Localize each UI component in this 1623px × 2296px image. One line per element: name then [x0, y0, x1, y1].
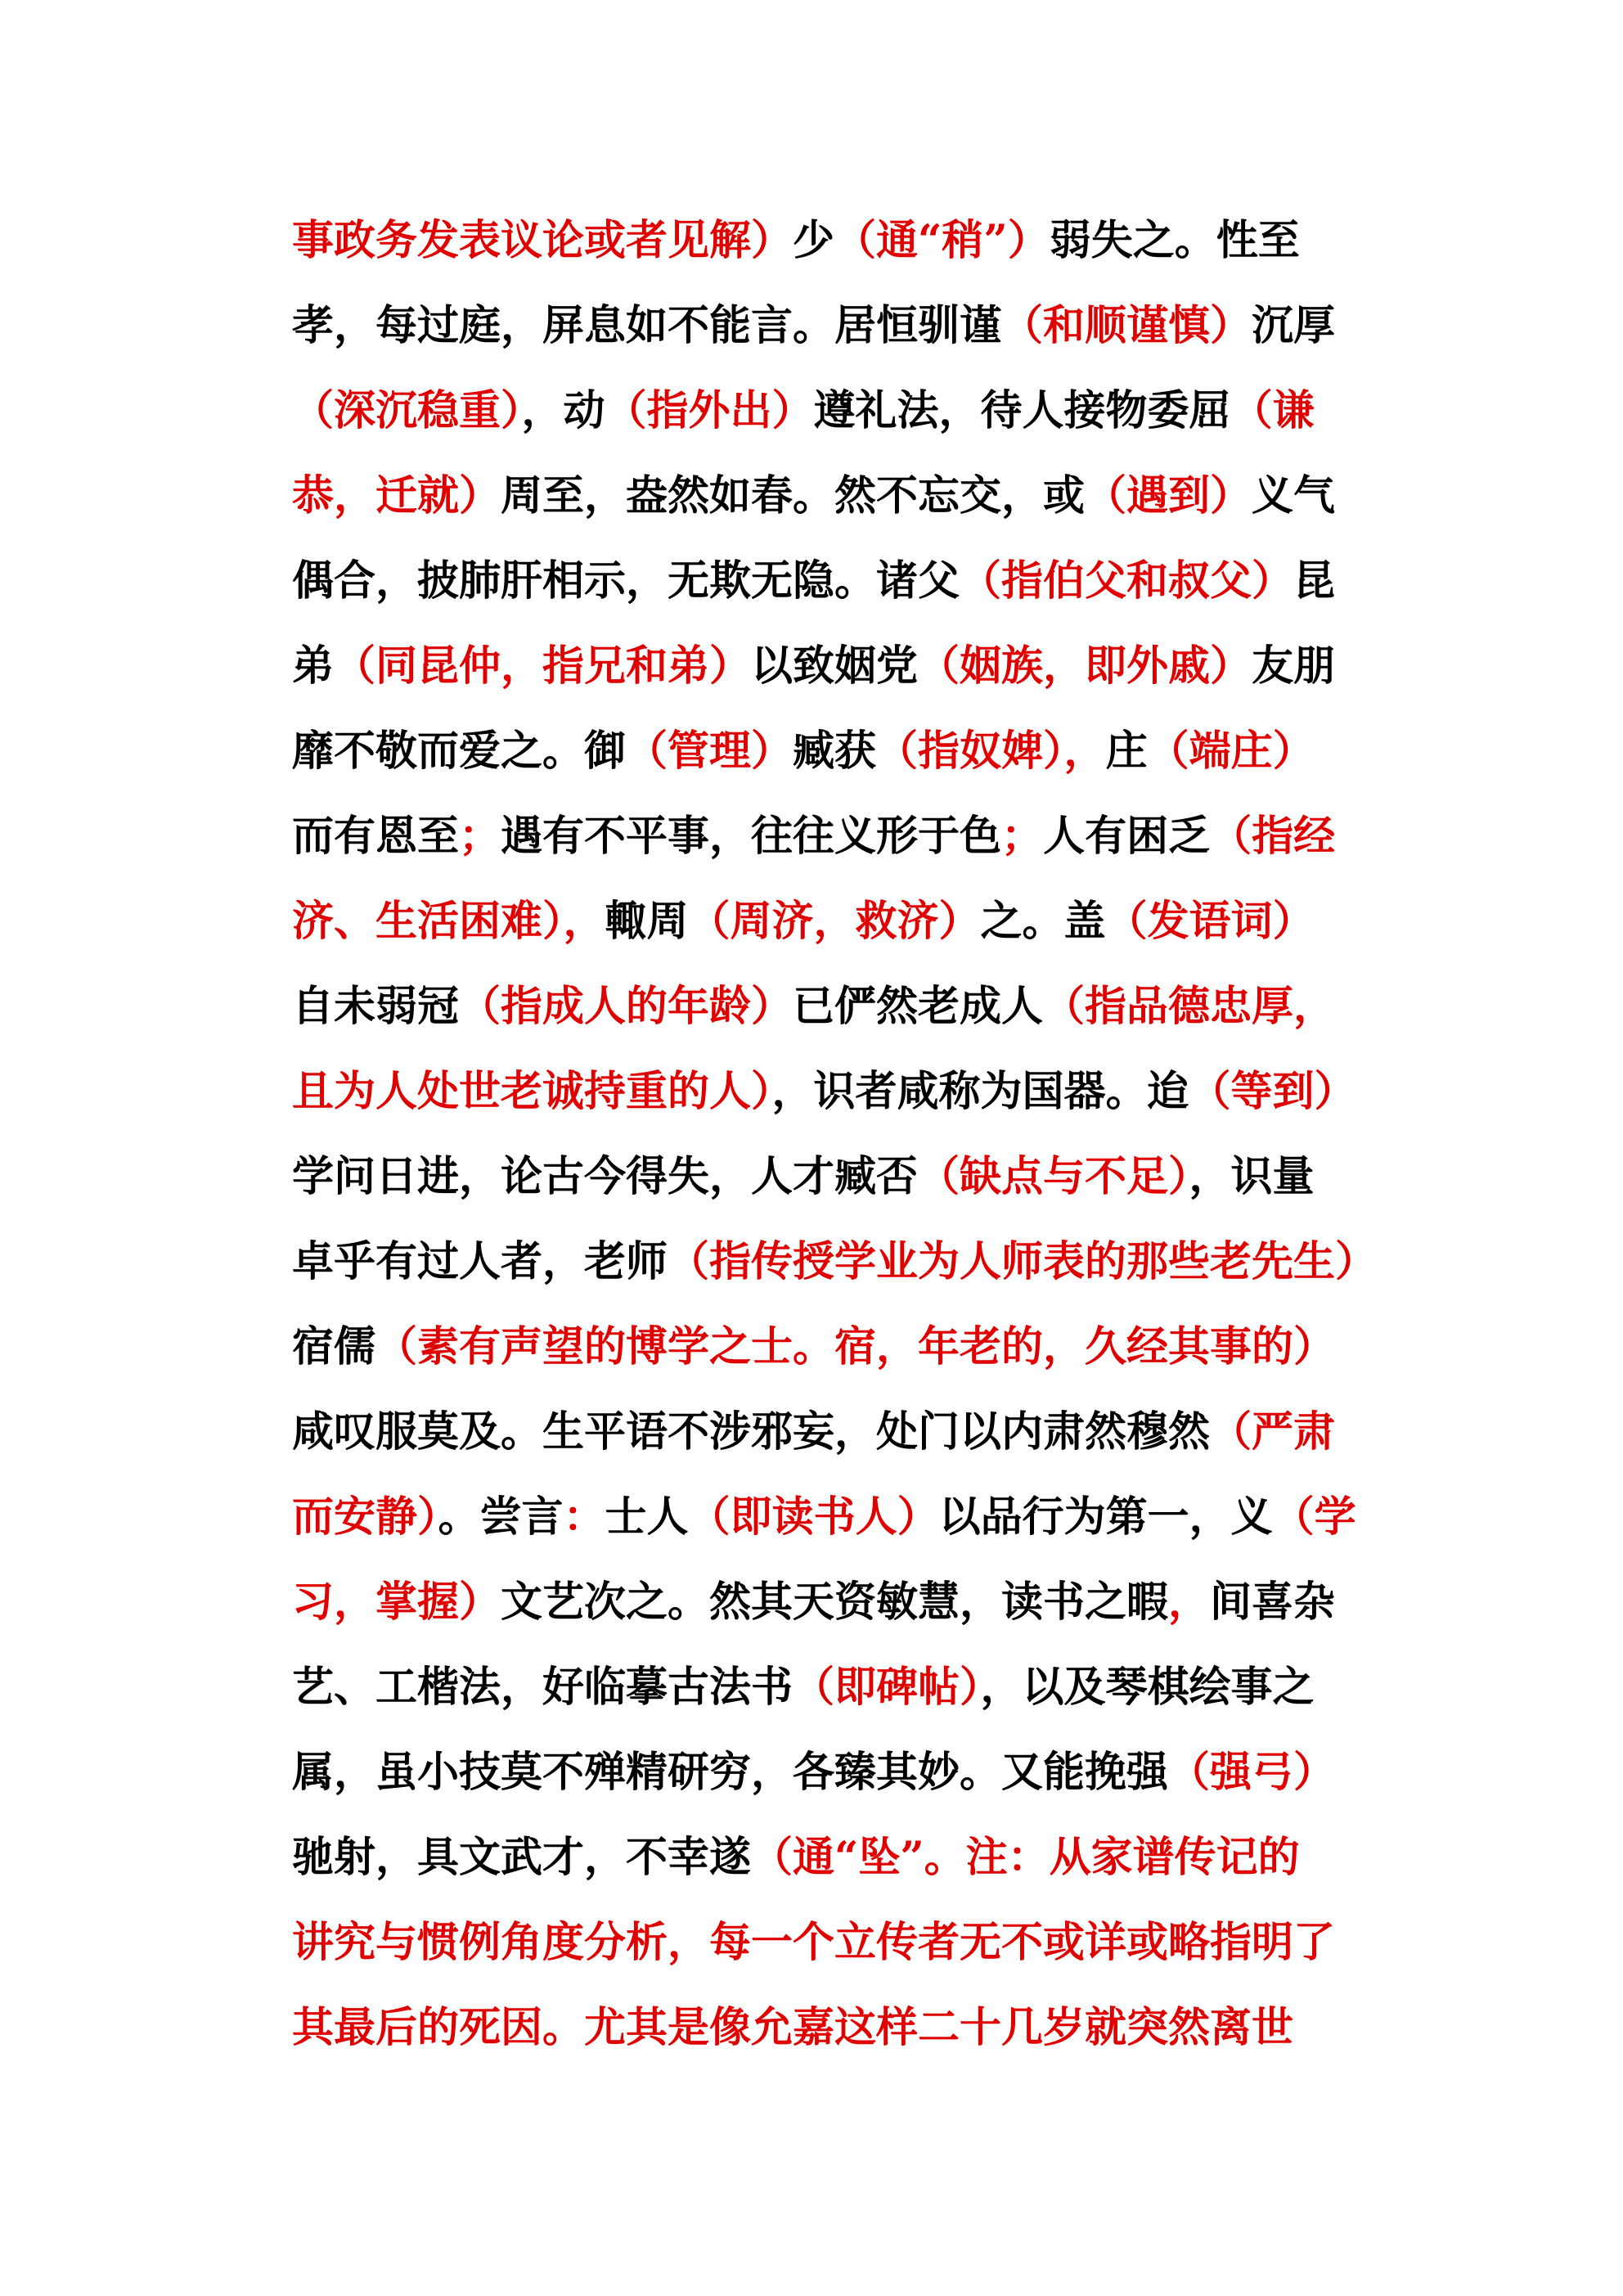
text-line: [292, 1730, 1388, 1815]
text-segment: ，以及琴棋绘事之: [980, 1663, 1315, 1712]
text-line: [292, 1304, 1388, 1389]
annotation-segment: （同昆仲，指兄和弟）: [334, 642, 752, 691]
annotation-segment: （等到）: [1189, 1067, 1356, 1116]
annotation-segment: （指传授学业为人师表的那些老先生）: [668, 1237, 1378, 1286]
text-segment: 义气: [1252, 471, 1336, 520]
text-segment: 偶合，披肺肝相示，无欺无隐。诸父: [292, 556, 960, 606]
text-segment: 已俨然老成人: [793, 982, 1044, 1031]
text-segment: ，动: [521, 386, 605, 435]
text-line: [292, 794, 1388, 879]
text-segment: 友朋: [1252, 642, 1336, 691]
annotation-segment: 习，掌握）: [292, 1578, 501, 1627]
text-line: [292, 1474, 1388, 1560]
annotation-segment: （强弓）: [1168, 1748, 1336, 1797]
text-segment: 弱失之。性至: [1049, 216, 1300, 265]
annotation-segment: 且为人处世老诚持重的人）: [292, 1067, 772, 1116]
annotation-segment: ：: [563, 1492, 605, 1542]
annotation-segment: （指品德忠厚，: [1043, 982, 1336, 1031]
text-line: [292, 1900, 1388, 1985]
text-segment: 遵礼法，待人接物委屈: [813, 386, 1231, 435]
text-segment: 人有困乏: [1043, 812, 1211, 861]
text-line: [292, 709, 1388, 794]
text-line: [292, 1389, 1388, 1474]
annotation-segment: （谦: [1230, 386, 1315, 435]
annotation-segment: （指奴婢），: [876, 727, 1106, 776]
annotation-segment: 其最后的死因。尤其是像允嘉这样二十几岁就突然离世: [292, 2003, 1294, 2052]
text-segment: 庄: [1105, 727, 1148, 776]
annotation-segment: （发语词）: [1105, 897, 1315, 946]
text-segment: 之。盖: [980, 897, 1106, 946]
text-segment: 周至，盎然如春。然不忘交，或: [501, 471, 1086, 520]
text-segment: ，识量: [1189, 1152, 1315, 1201]
text-segment: 昆: [1293, 556, 1336, 606]
text-segment: 以品行为第一，义: [938, 1492, 1273, 1542]
text-segment: 以致姻党: [751, 642, 919, 691]
annotation-segment: （和顺谨慎）: [1001, 301, 1252, 350]
annotation-segment: ；: [459, 812, 501, 861]
annotation-segment: （周济，救济）: [688, 897, 981, 946]
text-segment: 自未弱冠: [292, 982, 460, 1031]
text-line: [292, 624, 1388, 709]
text-line: [292, 1219, 1388, 1304]
annotation-segment: 恭，迁就）: [292, 471, 501, 520]
text-line: [292, 538, 1388, 624]
annotation-segment: 而安静）: [292, 1492, 438, 1542]
text-segment: 间喜杂: [1210, 1578, 1336, 1627]
annotation-segment: （指外出）: [605, 386, 814, 435]
text-segment: 少: [793, 216, 835, 265]
text-line: [292, 368, 1388, 453]
text-segment: 卓乎有过人者，老师: [292, 1237, 668, 1286]
text-line: [292, 1049, 1388, 1134]
text-segment: 文艺次之。然其天资敏慧，读书之暇: [501, 1578, 1169, 1627]
text-line: [292, 453, 1388, 538]
annotation-segment: （深沉稳重）: [292, 386, 522, 435]
text-segment: 艺、工楷法，好临摹古法书: [292, 1663, 794, 1712]
annotation-segment: （通“稍”）: [834, 216, 1050, 265]
text-segment: 臧获: [793, 727, 877, 776]
text-segment: 沉厚: [1252, 301, 1336, 350]
text-segment: 士人: [605, 1492, 689, 1542]
text-segment: 咸叹服莫及。生平语不涉邪妄，处门以内肃然穆然: [292, 1407, 1211, 1456]
annotation-segment: （指伯父和叔父）: [960, 556, 1294, 606]
text-line: [292, 1985, 1388, 2070]
annotation-segment: ；: [1001, 812, 1044, 861]
annotation-segment: （管理）: [626, 727, 794, 776]
annotation-segment: （端庄）: [1147, 727, 1315, 776]
annotation-segment: （素有声望的博学之士。宿，年老的，久经其事的）: [375, 1322, 1336, 1371]
annotation-segment: （通“坠”。注：从家谱传记的: [751, 1833, 1300, 1882]
text-line: [292, 1560, 1388, 1645]
annotation-segment: （即读书人）: [688, 1492, 939, 1542]
annotation-segment: （即碑帖）: [793, 1663, 981, 1712]
annotation-segment: （遇到）: [1085, 471, 1252, 520]
annotated-classical-text: [292, 198, 1388, 2070]
annotation-segment: （姻族，即外戚）: [918, 642, 1252, 691]
text-segment: 弟: [292, 642, 335, 691]
text-line: [292, 1815, 1388, 1900]
annotation-segment: （学: [1272, 1492, 1356, 1542]
annotation-segment: ，: [1168, 1578, 1211, 1627]
text-segment: 遇有不平事，往往义形于色: [501, 812, 1002, 861]
annotation-segment: 事政务发表议论或者见解）: [292, 216, 794, 265]
text-segment: ，识者咸称为国器。迨: [771, 1067, 1189, 1116]
text-segment: 驰射，具文武才，不幸遂: [292, 1833, 752, 1882]
text-segment: 而有恩至: [292, 812, 460, 861]
text-line: [292, 879, 1388, 964]
annotation-segment: 讲究与惯例角度分析，每一个立传者无不或详或略指明了: [292, 1918, 1336, 1967]
text-segment: 靡不敬而爱之。御: [292, 727, 627, 776]
text-segment: 宿儒: [292, 1322, 376, 1371]
annotation-segment: （缺点与不足）: [918, 1152, 1189, 1201]
text-line: [292, 964, 1388, 1049]
text-segment: 孝，每过庭，屏息如不能言。居恒驯谨: [292, 301, 1002, 350]
text-line: [292, 1645, 1388, 1730]
annotation-segment: （指经: [1210, 812, 1336, 861]
text-line: [292, 283, 1388, 368]
text-segment: 学问日进，论古今得失，人才臧否: [292, 1152, 919, 1201]
annotation-segment: （严肃: [1210, 1407, 1336, 1456]
text-line: [292, 1134, 1388, 1219]
text-segment: 輙周: [605, 897, 689, 946]
annotation-segment: 济、生活困难），: [292, 897, 605, 946]
text-segment: 。尝言: [438, 1492, 564, 1542]
annotation-segment: （指成人的年龄）: [459, 982, 794, 1031]
text-segment: 属，虽小技莫不殚精研穷，各臻其妙。又能挽强: [292, 1748, 1169, 1797]
text-line: [292, 198, 1388, 283]
